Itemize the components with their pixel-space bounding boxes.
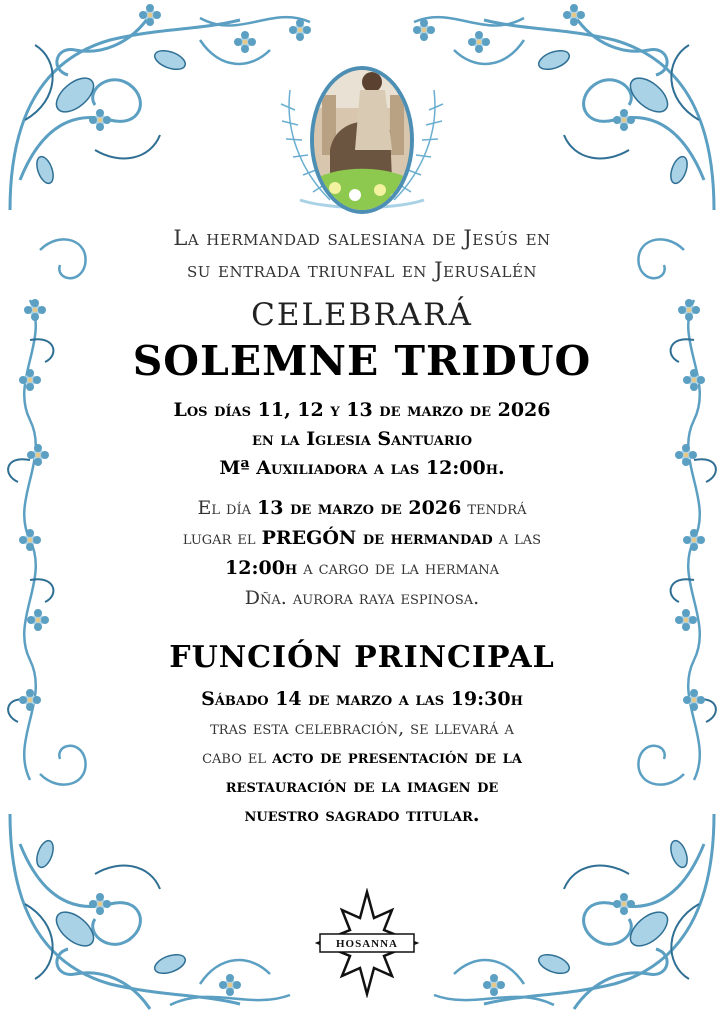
intro-line-1: La hermandad salesiana de Jesús en bbox=[173, 226, 551, 250]
pregon-p1: El día bbox=[197, 497, 258, 519]
logo-text: HOSANNA bbox=[335, 938, 399, 950]
jesus-on-donkey-image bbox=[312, 68, 412, 212]
funcion-line-4b: restauración de la imagen de bbox=[225, 775, 499, 797]
funcion-line-5 bbox=[110, 801, 614, 830]
pregon-text bbox=[110, 493, 614, 613]
intro-text bbox=[110, 222, 614, 286]
funcion-line-1 bbox=[110, 685, 614, 714]
pregon-time: 12:00h bbox=[225, 557, 298, 579]
pregon-p8: a cargo de la hermana bbox=[297, 557, 499, 579]
dates-line-3: Mª Auxiliadora a las 12:00h. bbox=[219, 457, 505, 479]
pregon-p3: tendrá bbox=[461, 497, 527, 519]
hosanna-cross-logo bbox=[312, 888, 422, 998]
funcion-text bbox=[110, 685, 614, 830]
pregon-line-2 bbox=[110, 523, 614, 553]
dates-line-1: Los días 11, 12 y 13 de marzo de 2026 bbox=[173, 399, 551, 421]
pregon-p4: lugar el bbox=[182, 527, 262, 549]
funcion-line-3a: cabo el bbox=[202, 746, 273, 768]
funcion-line-3b: acto de presentación de la bbox=[272, 746, 522, 768]
pregon-line-3 bbox=[110, 553, 614, 583]
pregon-date: 13 de marzo de 2026 bbox=[257, 497, 462, 519]
funcion-line-5b: nuestro sagrado titular. bbox=[244, 804, 480, 826]
pregon-p6: a las bbox=[492, 527, 542, 549]
celebrara-heading: CELEBRARÁ bbox=[251, 297, 473, 333]
pregon-line-1 bbox=[110, 493, 614, 523]
funcion-principal-heading: FUNCIÓN PRINCIPAL bbox=[169, 640, 555, 675]
funcion-line-2: tras esta celebración, se llevará a bbox=[210, 717, 514, 739]
funcion-line-4 bbox=[110, 772, 614, 801]
dates-line-2: en la Iglesia Santuario bbox=[251, 428, 473, 450]
top-border-ornament-icon bbox=[200, 17, 524, 25]
triduo-dates bbox=[110, 396, 614, 483]
funcion-date: Sábado 14 de marzo a las 19:30h bbox=[201, 688, 523, 710]
intro-line-2: su entrada triunfal en Jerusalén bbox=[186, 258, 538, 282]
pregon-title: PREGÓN de hermandad bbox=[261, 527, 493, 549]
poster-text bbox=[110, 222, 614, 830]
page-title: SOLEMNE TRIDUO bbox=[132, 337, 592, 385]
funcion-line-3 bbox=[110, 743, 614, 772]
pregon-line-4: Dña. aurora raya espinosa. bbox=[244, 587, 480, 609]
